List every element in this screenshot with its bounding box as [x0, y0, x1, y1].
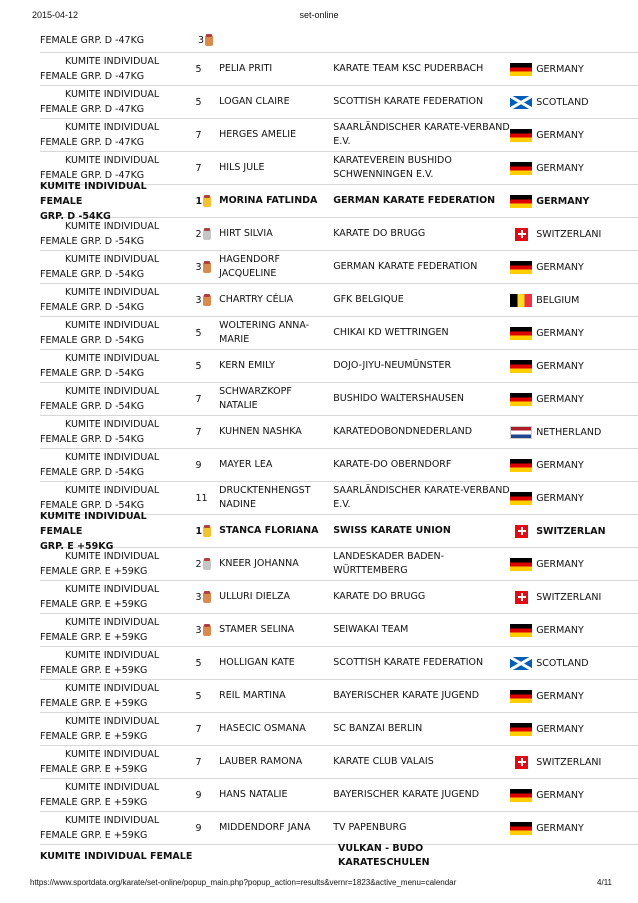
category-cell: [40, 582, 190, 612]
rank-cell: [190, 790, 218, 801]
table-row: [40, 383, 638, 416]
rank-cell: [190, 823, 218, 834]
athlete-name: MAYER LEA: [219, 459, 273, 470]
category-line-2: FEMALE GRP. E +59KG: [40, 830, 148, 841]
bronze-medal-icon: [205, 35, 213, 46]
switzerland-flag-icon: [515, 525, 528, 538]
category-line-2: FEMALE GRP. D -47KG: [40, 170, 145, 181]
category-cell: [40, 714, 190, 744]
table-row: [40, 812, 638, 845]
club-name: GERMAN KARATE FEDERATION: [333, 261, 478, 272]
athlete-name: STAMER SELINA: [219, 624, 295, 635]
table-row: [40, 680, 638, 713]
category-line-2: FEMALE GRP. D -54KG: [40, 467, 145, 478]
table-row: [40, 416, 638, 449]
category-line-1: KUMITE INDIVIDUAL: [65, 353, 160, 364]
category-cell: [40, 450, 190, 480]
country-name: GERMANY: [536, 393, 584, 405]
rank-cell: [190, 229, 218, 240]
rank-value: 7: [195, 129, 202, 141]
athlete-name: KNEER JOHANNA: [219, 558, 299, 569]
rank-value: 7: [195, 723, 202, 735]
athlete-name: HANS NATALIE: [219, 789, 288, 800]
country-cell: [510, 690, 638, 703]
country-name: NETHERLAND: [536, 426, 602, 438]
club-name: BUSHIDO WALTERSHAUSEN: [333, 393, 465, 404]
rank-value: 7: [195, 756, 202, 768]
athlete-name: LAUBER RAMONA: [219, 756, 303, 767]
club-cell: VULKAN - BUDO KARATESCHULEN: [338, 843, 430, 867]
rank-cell: [190, 64, 218, 75]
athlete-name: ULLURI DIELZA: [219, 591, 291, 602]
category-cell: [40, 252, 190, 282]
category-line-1: KUMITE INDIVIDUAL FEMALE: [40, 180, 147, 207]
category-line-1: KUMITE INDIVIDUAL: [65, 386, 160, 397]
category-line-2: FEMALE GRP. D -54KG: [40, 236, 145, 247]
club-name: CHIKAI KD WETTRINGEN: [333, 327, 449, 338]
category-line-2: FEMALE GRP. D -54KG: [40, 335, 145, 346]
category-line-2: FEMALE GRP. E +59KG: [40, 566, 148, 577]
rank-cell: [190, 130, 218, 141]
country-cell: [510, 96, 638, 109]
germany-flag-icon: [510, 162, 532, 175]
country-cell: [510, 393, 638, 406]
country-cell: [510, 261, 638, 274]
table-row: [40, 746, 638, 779]
rank-value: 3: [195, 591, 202, 603]
rank-value: 5: [195, 63, 202, 75]
category-cell: [40, 384, 190, 414]
rank-cell: [190, 295, 218, 306]
results-table: [40, 28, 638, 867]
rank-value: 11: [195, 492, 208, 504]
rank-cell: [190, 526, 218, 537]
belgium-flag-icon: [510, 294, 532, 307]
table-row: [40, 350, 638, 383]
athlete-name: HIRT SILVIA: [219, 228, 273, 239]
category-cell: [40, 747, 190, 777]
category-cell: [40, 849, 192, 864]
country-cell: [510, 492, 638, 505]
rank-cell: [190, 262, 218, 273]
table-row: [40, 86, 638, 119]
category-line-1: KUMITE INDIVIDUAL FEMALE: [40, 510, 147, 537]
category-line-1: KUMITE INDIVIDUAL: [65, 551, 160, 562]
rank-value: 2: [195, 228, 202, 240]
table-row: [40, 119, 638, 152]
athlete-name: STANCA FLORIANA: [219, 525, 319, 536]
germany-flag-icon: [510, 723, 532, 736]
club-name: SCOTTISH KARATE FEDERATION: [333, 96, 484, 107]
category-line-2: FEMALE GRP. D -47KG: [40, 104, 145, 115]
country-name: SCOTLAND: [536, 96, 589, 108]
category-line-1: KUMITE INDIVIDUAL: [65, 782, 160, 793]
bronze-medal-icon: [203, 295, 211, 306]
rank-cell: [192, 35, 220, 46]
gold-medal-icon: [203, 526, 211, 537]
category-line-2: GRP. E +59KG: [40, 540, 114, 552]
athlete-name: LOGAN CLAIRE: [219, 96, 290, 107]
country-cell: [510, 129, 638, 142]
germany-flag-icon: [510, 624, 532, 637]
table-row: [40, 845, 638, 867]
table-row: [40, 581, 638, 614]
rank-cell: [190, 493, 218, 504]
category-line-1: KUMITE INDIVIDUAL: [65, 287, 160, 298]
silver-medal-icon: [203, 229, 211, 240]
category-cell: [40, 648, 190, 678]
category-line-1: KUMITE INDIVIDUAL: [65, 815, 160, 826]
print-date: 2015-04-12: [32, 10, 79, 20]
category-line-1: KUMITE INDIVIDUAL: [65, 56, 160, 67]
page-url: https://www.sportdata.org/karate/set-online/popup_main.php?popup_action=results&vernr=1823&active_menu=calendar: [30, 878, 457, 887]
rank-value: 5: [195, 360, 202, 372]
print-title: set-online: [299, 10, 339, 20]
club-name: BAYERISCHER KARATE JUGEND: [333, 789, 480, 800]
table-row: [40, 53, 638, 86]
netherlands-flag-icon: [510, 426, 532, 439]
club-name: KARATE-DO OBERNDORF: [333, 459, 452, 470]
country-name: GERMANY: [536, 822, 584, 834]
bronze-medal-icon: [203, 262, 211, 273]
category-line-2: FEMALE GRP. E +59KG: [40, 599, 148, 610]
category-line-1: KUMITE INDIVIDUAL: [65, 122, 160, 133]
category-cell: [40, 33, 192, 48]
category-line-2: FEMALE GRP. D -47KG: [40, 71, 145, 82]
category-line-1: KUMITE INDIVIDUAL: [65, 749, 160, 760]
club-name: LANDESKADER BADEN-WÜRTTEMBERG: [333, 551, 445, 576]
category-line-2: FEMALE GRP. E +59KG: [40, 764, 148, 775]
club-name: GERMAN KARATE FEDERATION: [333, 195, 496, 206]
athlete-name: DRUCKTENHENGST NADINE: [219, 485, 311, 510]
country-cell: [510, 591, 638, 604]
country-name: SWITZERLANI: [536, 228, 602, 240]
club-name: KARATEVEREIN BUSHIDO SCHWENNINGEN E.V.: [333, 155, 452, 180]
rank-cell: [190, 97, 218, 108]
category-cell: [40, 120, 190, 150]
table-row: [40, 317, 638, 350]
germany-flag-icon: [510, 393, 532, 406]
rank-value: 9: [195, 459, 202, 471]
country-name: GERMANY: [536, 261, 584, 273]
country-name: GERMANY: [536, 63, 584, 75]
rank-value: 5: [195, 657, 202, 669]
rank-cell: [190, 328, 218, 339]
club-name: SEIWAKAI TEAM: [333, 624, 409, 635]
club-name: TV PAPENBURG: [333, 822, 407, 833]
category-line-1: KUMITE INDIVIDUAL: [65, 584, 160, 595]
category-line-2: FEMALE GRP. D -54KG: [40, 401, 145, 412]
results-rows: [40, 53, 638, 845]
country-cell: [510, 822, 638, 835]
germany-flag-icon: [510, 63, 532, 76]
category-line-1: KUMITE INDIVIDUAL: [65, 683, 160, 694]
club-name: KARATE CLUB VALAIS: [333, 756, 434, 767]
category-cell: [40, 351, 190, 381]
table-row: [40, 647, 638, 680]
germany-flag-icon: [510, 690, 532, 703]
germany-flag-icon: [510, 129, 532, 142]
gold-medal-icon: [203, 196, 211, 207]
country-name: SWITZERLANI: [536, 591, 602, 603]
category-line-1: KUMITE INDIVIDUAL: [65, 155, 160, 166]
country-name: SCOTLAND: [536, 657, 589, 669]
rank-value: 7: [195, 162, 202, 174]
rank-value: 5: [195, 96, 202, 108]
country-name: GERMANY: [536, 162, 584, 174]
club-name: SC BANZAI BERLIN: [333, 723, 423, 734]
rank-cell: [190, 691, 218, 702]
athlete-name: HILS JULE: [219, 162, 265, 173]
country-cell: [510, 327, 638, 340]
germany-flag-icon: [510, 459, 532, 472]
rank-cell: [190, 592, 218, 603]
category-line-1: KUMITE INDIVIDUAL: [65, 650, 160, 661]
silver-medal-icon: [203, 559, 211, 570]
germany-flag-icon: [510, 789, 532, 802]
page-number: 4/11: [597, 878, 612, 887]
category-line-2: FEMALE GRP. D -54KG: [40, 434, 145, 445]
club-name: DOJO-JIYU-NEUMÜNSTER: [333, 360, 452, 371]
country-name: GERMANY: [536, 789, 584, 801]
country-name: GERMANY: [536, 129, 584, 141]
category-line-2: FEMALE GRP. D -47KG: [40, 137, 145, 148]
category-cell: [40, 87, 190, 117]
scotland-flag-icon: [510, 96, 532, 109]
athlete-name: SCHWARZKOPF NATALIE: [219, 386, 292, 411]
category-line-2: FEMALE GRP. D -54KG: [40, 269, 145, 280]
club-name: KARATEDOBONDNEDERLAND: [333, 426, 473, 437]
category-line-1: KUMITE INDIVIDUAL: [65, 485, 160, 496]
rank-cell: [190, 757, 218, 768]
athlete-name: MORINA FATLINDA: [219, 195, 318, 206]
category-line-2: FEMALE GRP. E +59KG: [40, 731, 148, 742]
category-cell: [40, 681, 190, 711]
germany-flag-icon: [510, 492, 532, 505]
category-cell: [40, 179, 190, 224]
rank-value: 3: [198, 34, 205, 46]
bronze-medal-icon: [203, 592, 211, 603]
rank-value: 1: [195, 525, 203, 537]
scotland-flag-icon: [510, 657, 532, 670]
germany-flag-icon: [510, 558, 532, 571]
country-name: GERMANY: [536, 195, 590, 207]
athlete-name: HASECIC OSMANA: [219, 723, 306, 734]
country-cell: [510, 657, 638, 670]
germany-flag-icon: [510, 327, 532, 340]
country-cell: [510, 459, 638, 472]
table-row: [40, 218, 638, 251]
rank-value: 3: [195, 624, 202, 636]
category-line-1: KUMITE INDIVIDUAL: [65, 221, 160, 232]
category-line-2: FEMALE GRP. D -54KG: [40, 500, 145, 511]
country-cell: [510, 228, 638, 241]
table-row: [40, 449, 638, 482]
category-line-1: KUMITE INDIVIDUAL: [65, 254, 160, 265]
table-row: [40, 284, 638, 317]
rank-cell: [190, 658, 218, 669]
germany-flag-icon: [510, 195, 532, 208]
athlete-name: KERN EMILY: [219, 360, 275, 371]
category-cell: [40, 219, 190, 249]
category-line-1: KUMITE INDIVIDUAL: [65, 89, 160, 100]
rank-cell: [190, 427, 218, 438]
athlete-name: HERGES AMELIE: [219, 129, 297, 140]
rank-cell: [190, 196, 218, 207]
table-row: [40, 713, 638, 746]
rank-cell: [190, 625, 218, 636]
category-cell: [40, 54, 190, 84]
table-row: [40, 510, 638, 552]
rank-cell: [190, 163, 218, 174]
athlete-name: MIDDENDORF JANA: [219, 822, 311, 833]
switzerland-flag-icon: [515, 591, 528, 604]
rank-cell: [190, 559, 218, 570]
country-cell: [510, 63, 638, 76]
club-name: SWISS KARATE UNION: [333, 525, 451, 536]
category-cell: [40, 615, 190, 645]
club-name: KARATE DO BRUGG: [333, 228, 426, 239]
country-cell: [510, 756, 638, 769]
country-cell: [510, 162, 638, 175]
category-line-2: GRP. D -54KG: [40, 210, 111, 222]
country-cell: [510, 294, 638, 307]
rank-value: 7: [195, 393, 202, 405]
country-cell: [510, 624, 638, 637]
rank-value: 5: [195, 690, 202, 702]
country-name: GERMANY: [536, 327, 584, 339]
rank-cell: [190, 724, 218, 735]
table-row: [40, 779, 638, 812]
country-name: GERMANY: [536, 360, 584, 372]
category-line-2: FEMALE GRP. E +59KG: [40, 665, 148, 676]
country-cell: [510, 789, 638, 802]
country-name: GERMANY: [536, 723, 584, 735]
country-name: GERMANY: [536, 492, 584, 504]
athlete-name: KUHNEN NASHKA: [219, 426, 302, 437]
category-cell: [40, 318, 190, 348]
category-line-2: FEMALE GRP. D -54KG: [40, 302, 145, 313]
country-name: BELGIUM: [536, 294, 580, 306]
rank-value: 7: [195, 426, 202, 438]
rank-value: 1: [195, 195, 203, 207]
country-cell: [510, 426, 638, 439]
country-name: GERMANY: [536, 690, 584, 702]
category-cell: [40, 285, 190, 315]
germany-flag-icon: [510, 360, 532, 373]
germany-flag-icon: [510, 822, 532, 835]
country-name: GERMANY: [536, 558, 584, 570]
category-cell: [40, 509, 190, 554]
category-text: FEMALE GRP. D -47KG: [40, 34, 145, 46]
athlete-name: REIL MARTINA: [219, 690, 286, 701]
country-cell: [510, 360, 638, 373]
category-line-1: KUMITE INDIVIDUAL: [65, 716, 160, 727]
category-line-1: KUMITE INDIVIDUAL: [65, 320, 160, 331]
country-cell: [510, 195, 638, 208]
category-cell: [40, 549, 190, 579]
category-text: KUMITE INDIVIDUAL FEMALE: [40, 850, 193, 862]
category-line-2: FEMALE GRP. D -54KG: [40, 368, 145, 379]
rank-cell: [190, 394, 218, 405]
country-name: SWITZERLANI: [536, 756, 602, 768]
table-row: [40, 548, 638, 581]
club-name: KARATE TEAM KSC PUDERBACH: [333, 63, 484, 74]
rank-cell: [190, 460, 218, 471]
club-name: SAARLÄNDISCHER KARATE-VERBAND E.V.: [333, 122, 510, 147]
table-row: [40, 28, 638, 53]
country-name: GERMANY: [536, 459, 584, 471]
switzerland-flag-icon: [515, 756, 528, 769]
switzerland-flag-icon: [515, 228, 528, 241]
category-cell: [40, 417, 190, 447]
rank-value: 9: [195, 822, 202, 834]
country-name: SWITZERLAN: [536, 525, 606, 537]
country-cell: [510, 723, 638, 736]
category-cell: [40, 780, 190, 810]
bronze-medal-icon: [203, 625, 211, 636]
category-line-2: FEMALE GRP. E +59KG: [40, 632, 148, 643]
athlete-name: CHARTRY CÉLIA: [219, 294, 294, 305]
category-line-1: KUMITE INDIVIDUAL: [65, 419, 160, 430]
rank-value: 2: [195, 558, 202, 570]
germany-flag-icon: [510, 261, 532, 274]
category-line-2: FEMALE GRP. E +59KG: [40, 797, 148, 808]
table-row: [40, 180, 638, 222]
category-line-1: KUMITE INDIVIDUAL: [65, 617, 160, 628]
athlete-name: HAGENDORF JACQUELINE: [219, 254, 280, 279]
table-row: [40, 614, 638, 647]
table-row: [40, 251, 638, 284]
club-name: KARATE DO BRUGG: [333, 591, 426, 602]
athlete-name: PELIA PRITI: [219, 63, 273, 74]
country-cell: [510, 525, 638, 538]
club-name: BAYERISCHER KARATE JUGEND: [333, 690, 480, 701]
category-line-2: FEMALE GRP. E +59KG: [40, 698, 148, 709]
athlete-name: HOLLIGAN KATE: [219, 657, 295, 668]
rank-value: 3: [195, 294, 202, 306]
club-name: SCOTTISH KARATE FEDERATION: [333, 657, 484, 668]
category-cell: [40, 813, 190, 843]
rank-value: 5: [195, 327, 202, 339]
category-line-1: KUMITE INDIVIDUAL: [65, 452, 160, 463]
athlete-name: WOLTERING ANNA-MARIE: [219, 320, 310, 345]
rank-value: 9: [195, 789, 202, 801]
club-name: SAARLÄNDISCHER KARATE-VERBAND E.V.: [333, 485, 510, 510]
country-name: GERMANY: [536, 624, 584, 636]
rank-cell: [190, 361, 218, 372]
country-cell: [510, 558, 638, 571]
rank-value: 3: [195, 261, 202, 273]
club-name: GFK BELGIQUE: [333, 294, 404, 305]
